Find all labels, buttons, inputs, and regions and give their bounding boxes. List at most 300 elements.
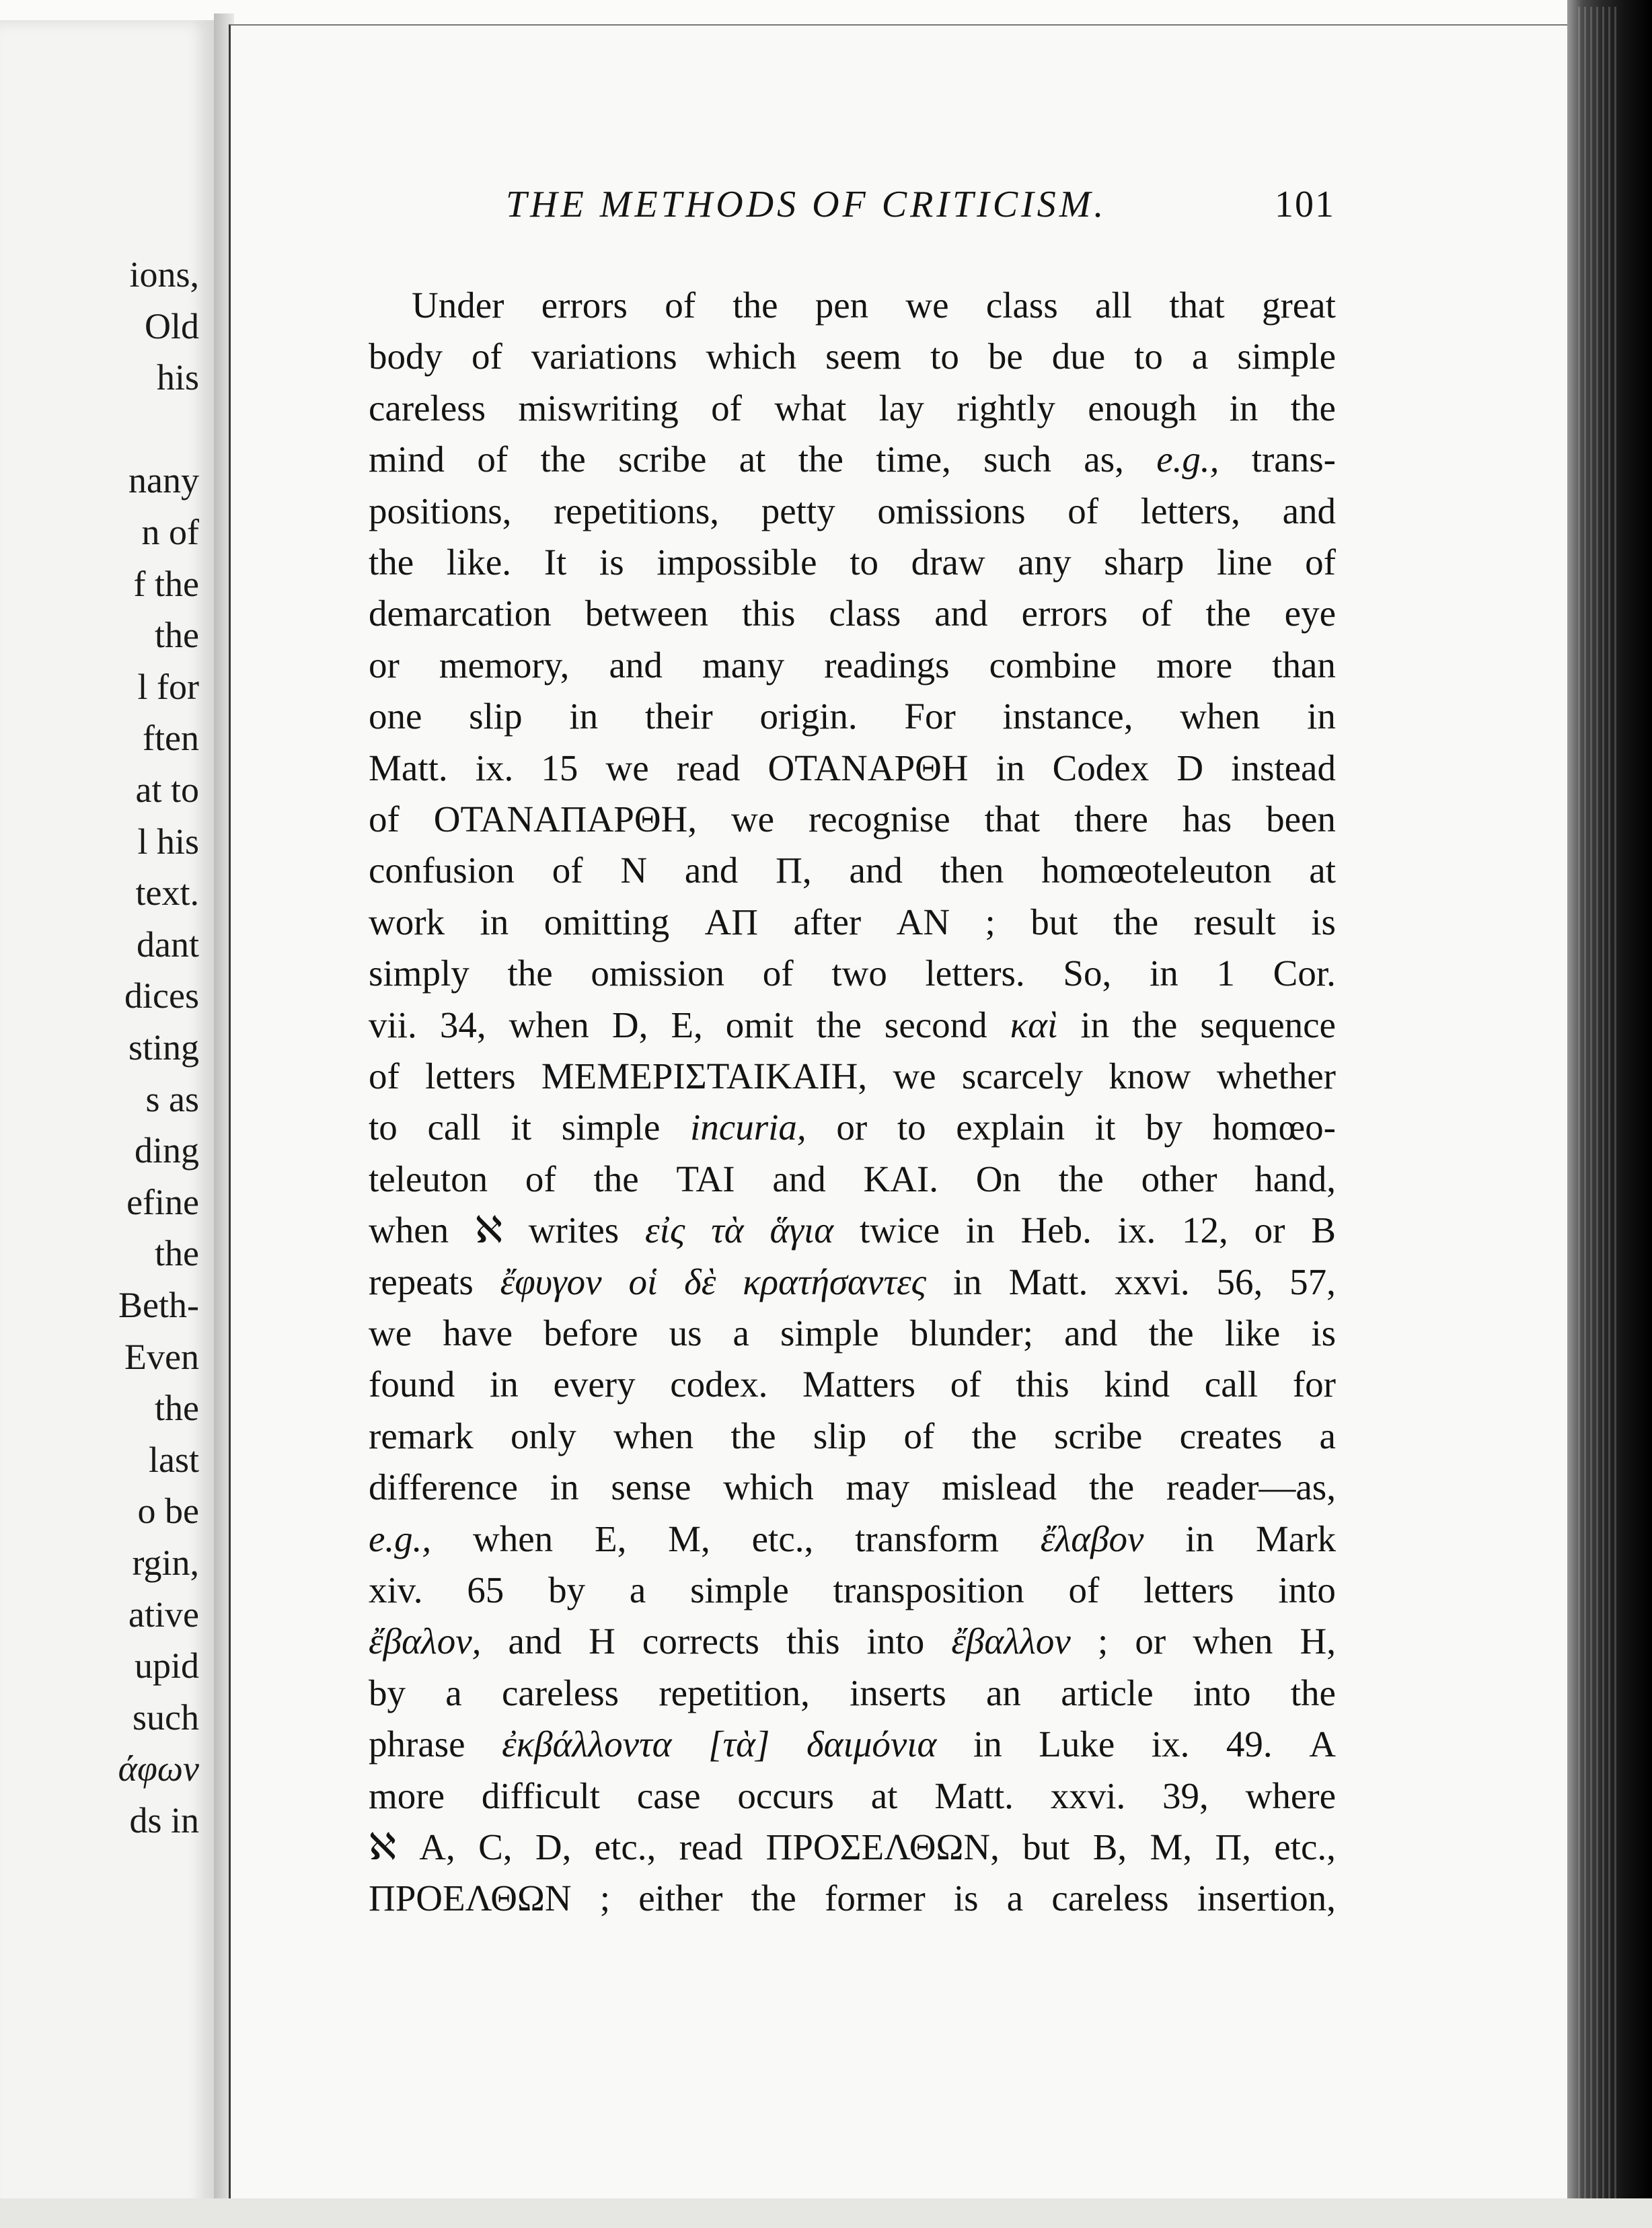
left-page-fragment: o be bbox=[137, 1491, 199, 1532]
body-word: be bbox=[987, 336, 1023, 377]
body-word: former bbox=[825, 1878, 926, 1919]
body-word: or bbox=[836, 1107, 868, 1148]
body-word: M, bbox=[1150, 1826, 1193, 1867]
body-word: reader—as, bbox=[1166, 1466, 1336, 1508]
body-word: read bbox=[679, 1826, 743, 1867]
body-word: variations bbox=[531, 336, 677, 377]
body-line bbox=[369, 281, 1336, 330]
left-page-fragment: the bbox=[155, 1233, 199, 1274]
body-word: difficult bbox=[481, 1775, 601, 1816]
left-page-fragment: ften bbox=[143, 718, 199, 759]
body-word: simple bbox=[561, 1107, 661, 1148]
body-word: Mark bbox=[1255, 1518, 1336, 1559]
body-word: before bbox=[543, 1312, 638, 1353]
body-word: all bbox=[1094, 285, 1132, 326]
body-word: δὲ bbox=[684, 1261, 716, 1302]
body-word: the bbox=[751, 1878, 796, 1919]
body-word: mislead bbox=[942, 1466, 1057, 1508]
body-word: call bbox=[427, 1107, 481, 1148]
body-line bbox=[369, 1001, 1336, 1049]
body-word: may bbox=[846, 1466, 910, 1508]
body-word: when bbox=[509, 1004, 589, 1045]
body-word: omission bbox=[591, 953, 725, 994]
body-word: work bbox=[369, 901, 445, 942]
body-word: 34, bbox=[439, 1004, 486, 1045]
body-word: time, bbox=[876, 439, 951, 480]
body-line bbox=[369, 744, 1336, 792]
body-word: ix. bbox=[475, 747, 514, 788]
body-word: in bbox=[490, 1364, 519, 1405]
body-word: corrects bbox=[642, 1621, 759, 1662]
body-word: but bbox=[1022, 1826, 1070, 1867]
body-word: xxvi. bbox=[1115, 1261, 1190, 1302]
left-page-fragment: upid bbox=[134, 1645, 199, 1686]
body-word: of bbox=[369, 1055, 400, 1097]
body-line bbox=[369, 1309, 1336, 1358]
body-word: whether bbox=[1216, 1055, 1336, 1097]
body-word: occurs bbox=[737, 1775, 834, 1816]
body-word: errors bbox=[1021, 593, 1108, 634]
body-word: this bbox=[741, 593, 796, 634]
body-word: in bbox=[1080, 1004, 1110, 1045]
body-word: a bbox=[1319, 1415, 1336, 1456]
body-word: every bbox=[553, 1364, 636, 1405]
body-line bbox=[369, 795, 1336, 844]
body-line bbox=[369, 1669, 1336, 1717]
left-page-fragment: at to bbox=[135, 770, 199, 810]
body-word: but bbox=[1030, 901, 1078, 942]
body-word: the bbox=[507, 953, 553, 994]
body-word: or bbox=[369, 644, 400, 685]
body-word: ἔβαλλον bbox=[951, 1621, 1071, 1662]
body-word: homœo- bbox=[1212, 1107, 1336, 1148]
body-line bbox=[369, 435, 1336, 484]
body-word: of bbox=[1141, 593, 1172, 634]
body-word: Π, bbox=[776, 850, 812, 891]
body-word: more bbox=[369, 1775, 445, 1816]
body-word: the bbox=[1132, 1004, 1178, 1045]
left-page-fragment: ative bbox=[128, 1594, 199, 1635]
body-word: mind bbox=[369, 439, 445, 480]
body-word: other bbox=[1141, 1158, 1217, 1199]
body-word: Π, bbox=[1215, 1826, 1251, 1867]
left-page-fragment: his bbox=[156, 357, 199, 398]
body-word: combine bbox=[989, 644, 1117, 685]
body-line bbox=[369, 1566, 1336, 1614]
body-word: ΑΝ bbox=[896, 901, 950, 942]
body-word: and bbox=[1282, 490, 1336, 531]
body-word: of bbox=[369, 799, 400, 840]
body-word: remark bbox=[369, 1415, 474, 1456]
body-word: rightly bbox=[956, 387, 1055, 429]
body-word: to bbox=[369, 1107, 398, 1148]
body-word: teleuton bbox=[369, 1158, 488, 1199]
body-line bbox=[369, 1874, 1336, 1923]
body-word: recognise bbox=[808, 799, 950, 840]
body-word: at bbox=[1309, 850, 1336, 891]
body-word: E, bbox=[671, 1004, 703, 1045]
body-line bbox=[369, 1155, 1336, 1203]
body-word: such bbox=[983, 439, 1051, 480]
body-word: and bbox=[508, 1621, 562, 1662]
body-word: at bbox=[870, 1775, 898, 1816]
body-word: in bbox=[965, 1210, 995, 1251]
body-word: On bbox=[975, 1158, 1021, 1199]
body-word: article bbox=[1061, 1672, 1154, 1713]
body-word: blunder; bbox=[909, 1312, 1034, 1353]
body-word: it bbox=[1094, 1107, 1116, 1148]
left-page-fragment: Even bbox=[124, 1336, 199, 1377]
body-line bbox=[369, 1823, 1336, 1871]
body-word: as, bbox=[1084, 439, 1124, 480]
left-page-fragment: f the bbox=[133, 563, 199, 604]
body-word: phrase bbox=[369, 1723, 465, 1765]
body-word: 65 bbox=[467, 1569, 504, 1610]
left-page-fragment: the bbox=[155, 1388, 199, 1429]
body-word: So, bbox=[1063, 953, 1112, 994]
body-word: hand, bbox=[1254, 1158, 1336, 1199]
body-word: and bbox=[1064, 1312, 1118, 1353]
left-page-fragment: ions, bbox=[129, 254, 199, 295]
body-word: the bbox=[798, 439, 843, 480]
body-word: by bbox=[369, 1672, 406, 1713]
body-word: have bbox=[443, 1312, 513, 1353]
body-word: repetitions, bbox=[554, 490, 720, 531]
body-word: careless bbox=[501, 1672, 620, 1713]
body-word: etc., bbox=[751, 1518, 814, 1559]
body-word: of bbox=[1305, 542, 1336, 583]
body-word: E, bbox=[594, 1518, 627, 1559]
body-word: D bbox=[1176, 747, 1204, 788]
body-word: draw bbox=[911, 542, 985, 583]
body-word: xxvi. bbox=[1050, 1775, 1126, 1816]
body-word: been bbox=[1266, 799, 1336, 840]
body-word: of bbox=[552, 850, 583, 891]
body-word: of bbox=[1067, 490, 1099, 531]
left-page-fragment: Beth- bbox=[118, 1285, 199, 1325]
body-word: D, bbox=[535, 1826, 572, 1867]
body-word: omissions bbox=[877, 490, 1026, 531]
body-word: slip bbox=[469, 696, 523, 737]
body-word: the bbox=[1113, 901, 1159, 942]
body-word: in bbox=[1149, 953, 1178, 994]
body-word: at bbox=[739, 439, 766, 480]
body-word: that bbox=[1169, 285, 1225, 326]
body-word: what bbox=[774, 387, 847, 429]
body-word: ΠΡΟΣΕΛΘΩΝ, bbox=[765, 1826, 1000, 1867]
body-word: after bbox=[793, 901, 862, 942]
body-word: call bbox=[1204, 1364, 1259, 1405]
body-word: of bbox=[665, 285, 696, 326]
body-word: to bbox=[897, 1107, 926, 1148]
body-word: a bbox=[1006, 1878, 1024, 1919]
body-word: of bbox=[471, 336, 502, 377]
body-word: Luke bbox=[1039, 1723, 1115, 1765]
body-word: ἔφυγον bbox=[500, 1261, 602, 1302]
body-word: C, bbox=[478, 1826, 513, 1867]
body-word: careless bbox=[369, 387, 486, 429]
body-word: For bbox=[904, 696, 956, 737]
body-word: the bbox=[1148, 1312, 1194, 1353]
body-word: class bbox=[829, 593, 901, 634]
body-word: is bbox=[1311, 901, 1336, 942]
body-word: and bbox=[609, 644, 663, 685]
body-word: due bbox=[1051, 336, 1106, 377]
body-word: read bbox=[676, 747, 741, 788]
body-word: ἅγια bbox=[769, 1210, 834, 1251]
body-word: simple bbox=[780, 1312, 879, 1353]
body-line bbox=[369, 332, 1336, 381]
body-word: this bbox=[786, 1621, 840, 1662]
body-word: when bbox=[473, 1518, 554, 1559]
body-word: scribe bbox=[618, 439, 707, 480]
body-word: 1 bbox=[1216, 953, 1235, 994]
left-page-fragment: nany bbox=[128, 460, 199, 501]
body-word: incuria, bbox=[690, 1107, 806, 1148]
body-word: Matt. bbox=[369, 747, 448, 788]
body-word: kind bbox=[1104, 1364, 1170, 1405]
body-word: know bbox=[1109, 1055, 1191, 1097]
left-page-fragment: l for bbox=[137, 666, 199, 707]
body-word: ℵ bbox=[474, 1210, 502, 1251]
body-word: or bbox=[1254, 1210, 1285, 1251]
body-word: in bbox=[550, 1466, 579, 1508]
body-word: a bbox=[445, 1672, 462, 1713]
body-word: when bbox=[1180, 696, 1261, 737]
body-word: to bbox=[1134, 336, 1163, 377]
body-word: sharp bbox=[1104, 542, 1185, 583]
body-word: 12, bbox=[1182, 1210, 1228, 1251]
body-word: origin. bbox=[759, 696, 858, 737]
body-word: an bbox=[986, 1672, 1021, 1713]
body-word: δαιμόνια bbox=[806, 1723, 937, 1765]
body-word: transposition bbox=[833, 1569, 1024, 1610]
body-line bbox=[369, 487, 1336, 535]
body-word: and bbox=[772, 1158, 826, 1199]
body-word: the bbox=[369, 542, 414, 583]
body-line bbox=[369, 846, 1336, 895]
body-word: in bbox=[996, 747, 1025, 788]
body-word: scarcely bbox=[961, 1055, 1084, 1097]
left-page-fragment: Old bbox=[145, 305, 199, 346]
body-word: found bbox=[369, 1364, 455, 1405]
body-word: ΜΕΜΕΡΙΣΤΑΙΚΑΙΗ, bbox=[541, 1055, 868, 1097]
left-page-fragment: dices bbox=[124, 975, 199, 1016]
body-word: is bbox=[953, 1878, 979, 1919]
body-word: in bbox=[1307, 696, 1336, 737]
body-word: explain bbox=[956, 1107, 1065, 1148]
body-word: of bbox=[903, 1415, 935, 1456]
body-word: xiv. bbox=[369, 1569, 423, 1610]
body-word: is bbox=[1311, 1312, 1336, 1353]
body-word: insertion, bbox=[1197, 1878, 1336, 1919]
body-word: B bbox=[1311, 1210, 1336, 1251]
body-word: we bbox=[605, 747, 649, 788]
body-word: 39, bbox=[1162, 1775, 1209, 1816]
body-word: καὶ bbox=[1010, 1004, 1058, 1045]
body-word: we bbox=[905, 285, 949, 326]
body-word: transform bbox=[855, 1518, 999, 1559]
body-word: the bbox=[1058, 1158, 1104, 1199]
body-word: we bbox=[893, 1055, 936, 1097]
body-word: demarcation bbox=[369, 593, 552, 634]
body-word: by bbox=[1146, 1107, 1183, 1148]
body-word: we bbox=[730, 799, 775, 840]
body-word: letters bbox=[1143, 1569, 1234, 1610]
body-word: either bbox=[638, 1878, 723, 1919]
left-page-fragment: rgin, bbox=[132, 1543, 199, 1583]
body-word: codex. bbox=[670, 1364, 768, 1405]
body-line bbox=[369, 1412, 1336, 1460]
body-word: It bbox=[543, 542, 567, 583]
body-word: H bbox=[589, 1621, 615, 1662]
body-word: difference bbox=[369, 1466, 518, 1508]
body-word: of bbox=[477, 439, 509, 480]
body-word: and bbox=[849, 850, 903, 891]
body-word: ; bbox=[599, 1878, 611, 1919]
body-word: their bbox=[644, 696, 713, 737]
body-word: class bbox=[985, 285, 1058, 326]
body-word: B, bbox=[1092, 1826, 1127, 1867]
body-word: result bbox=[1193, 901, 1276, 942]
body-word: ἔλαβον bbox=[1040, 1518, 1144, 1559]
body-word: slip bbox=[813, 1415, 867, 1456]
body-word: body bbox=[369, 336, 443, 377]
left-page-fragment: sting bbox=[128, 1027, 199, 1068]
body-word: inserts bbox=[850, 1672, 946, 1713]
body-word: ΚΑΙ. bbox=[863, 1158, 938, 1199]
body-word: the bbox=[730, 1415, 776, 1456]
body-word: Codex bbox=[1052, 747, 1150, 788]
body-line bbox=[369, 1052, 1336, 1101]
body-word: the bbox=[816, 1004, 862, 1045]
body-word: 56, bbox=[1216, 1261, 1263, 1302]
body-word: then bbox=[940, 850, 1004, 891]
body-word: ; bbox=[1097, 1621, 1109, 1662]
body-word: like. bbox=[446, 542, 512, 583]
left-page-fragment: ding bbox=[134, 1130, 199, 1171]
body-line bbox=[369, 949, 1336, 998]
body-word: homœoteleuton bbox=[1041, 850, 1272, 891]
body-line bbox=[369, 898, 1336, 946]
body-word: in bbox=[569, 696, 599, 737]
body-line bbox=[369, 1515, 1336, 1563]
body-word: 49. bbox=[1226, 1723, 1273, 1765]
body-word: ΑΠ bbox=[704, 901, 758, 942]
body-word: than bbox=[1272, 644, 1336, 685]
body-word: miswriting bbox=[518, 387, 679, 429]
left-page-fragment: such bbox=[133, 1697, 199, 1738]
body-word: great bbox=[1261, 285, 1336, 326]
body-word: to bbox=[850, 542, 878, 583]
body-word: one bbox=[369, 696, 422, 737]
body-word: when bbox=[1193, 1621, 1273, 1662]
body-word: Under bbox=[412, 285, 504, 326]
body-word: scribe bbox=[1054, 1415, 1143, 1456]
body-word: of bbox=[950, 1364, 981, 1405]
body-word: οἱ bbox=[628, 1261, 658, 1302]
body-word: of bbox=[1068, 1569, 1100, 1610]
left-page-fragment: text. bbox=[135, 872, 199, 914]
body-word: into bbox=[1278, 1569, 1336, 1610]
body-word: ἐκβάλλοντα bbox=[502, 1723, 672, 1765]
body-word: in bbox=[480, 901, 509, 942]
body-word: memory, bbox=[439, 644, 570, 685]
body-word: the bbox=[1205, 593, 1251, 634]
body-word: the bbox=[733, 285, 778, 326]
body-word: repeats bbox=[369, 1261, 474, 1302]
body-word: simply bbox=[369, 953, 470, 994]
body-word: ix. bbox=[1117, 1210, 1156, 1251]
running-head: THE METHODS OF CRITICISM. bbox=[506, 184, 1107, 225]
body-word: where bbox=[1245, 1775, 1336, 1816]
body-word: petty bbox=[761, 490, 835, 531]
body-word: positions, bbox=[369, 490, 512, 531]
body-word: of bbox=[762, 953, 794, 994]
body-word: A, bbox=[419, 1826, 455, 1867]
body-word: simple bbox=[1237, 336, 1336, 377]
body-word: ; bbox=[985, 901, 996, 942]
body-word: κρατήσαντες bbox=[743, 1261, 926, 1302]
body-word: any bbox=[1018, 542, 1072, 583]
body-word: many bbox=[702, 644, 785, 685]
body-word: when bbox=[369, 1210, 449, 1251]
left-page-fragment: efine bbox=[126, 1181, 199, 1222]
body-word: there bbox=[1074, 799, 1148, 840]
body-word: we bbox=[369, 1312, 412, 1353]
body-word: ΤΑΙ bbox=[676, 1158, 735, 1199]
body-line bbox=[369, 1206, 1336, 1255]
body-word: writes bbox=[528, 1210, 620, 1251]
body-word: the bbox=[971, 1415, 1017, 1456]
body-word: enough bbox=[1088, 387, 1197, 429]
body-word: τὰ bbox=[711, 1210, 744, 1251]
body-word: of bbox=[525, 1158, 556, 1199]
body-word: and bbox=[934, 593, 988, 634]
body-word: for bbox=[1292, 1364, 1336, 1405]
body-word: the bbox=[1290, 387, 1336, 429]
body-word: eye bbox=[1284, 593, 1336, 634]
body-word: ℵ bbox=[369, 1826, 396, 1867]
left-page-fragment: s as bbox=[145, 1078, 199, 1119]
body-word: in bbox=[952, 1261, 982, 1302]
body-word: errors bbox=[541, 285, 628, 326]
body-word: and bbox=[684, 850, 739, 891]
body-word: Matt. bbox=[1008, 1261, 1088, 1302]
body-word: twice bbox=[859, 1210, 940, 1251]
body-line bbox=[369, 1360, 1336, 1409]
body-word: instead bbox=[1231, 747, 1336, 788]
body-word: between bbox=[585, 593, 708, 634]
body-word: trans- bbox=[1251, 439, 1336, 480]
body-word: ΠΡΟΕΛΘΩΝ bbox=[369, 1878, 572, 1919]
body-word: sequence bbox=[1200, 1004, 1336, 1045]
body-word: letters, bbox=[1140, 490, 1240, 531]
body-word: e.g., bbox=[1156, 439, 1219, 480]
body-word: etc., bbox=[1274, 1826, 1336, 1867]
body-word: ΟΤΑΝΑΠΑΡΘΗ, bbox=[433, 799, 698, 840]
body-word: omit bbox=[725, 1004, 794, 1045]
body-word: 15 bbox=[541, 747, 578, 788]
body-word: [τὰ] bbox=[708, 1723, 770, 1765]
left-page-fragment: the bbox=[155, 615, 199, 656]
body-line bbox=[369, 1772, 1336, 1820]
body-word: in bbox=[973, 1723, 1002, 1765]
body-word: or bbox=[1135, 1621, 1166, 1662]
scan-bottom-margin bbox=[0, 2198, 1652, 2228]
body-word: creates bbox=[1179, 1415, 1283, 1456]
body-word: into bbox=[1193, 1672, 1251, 1713]
